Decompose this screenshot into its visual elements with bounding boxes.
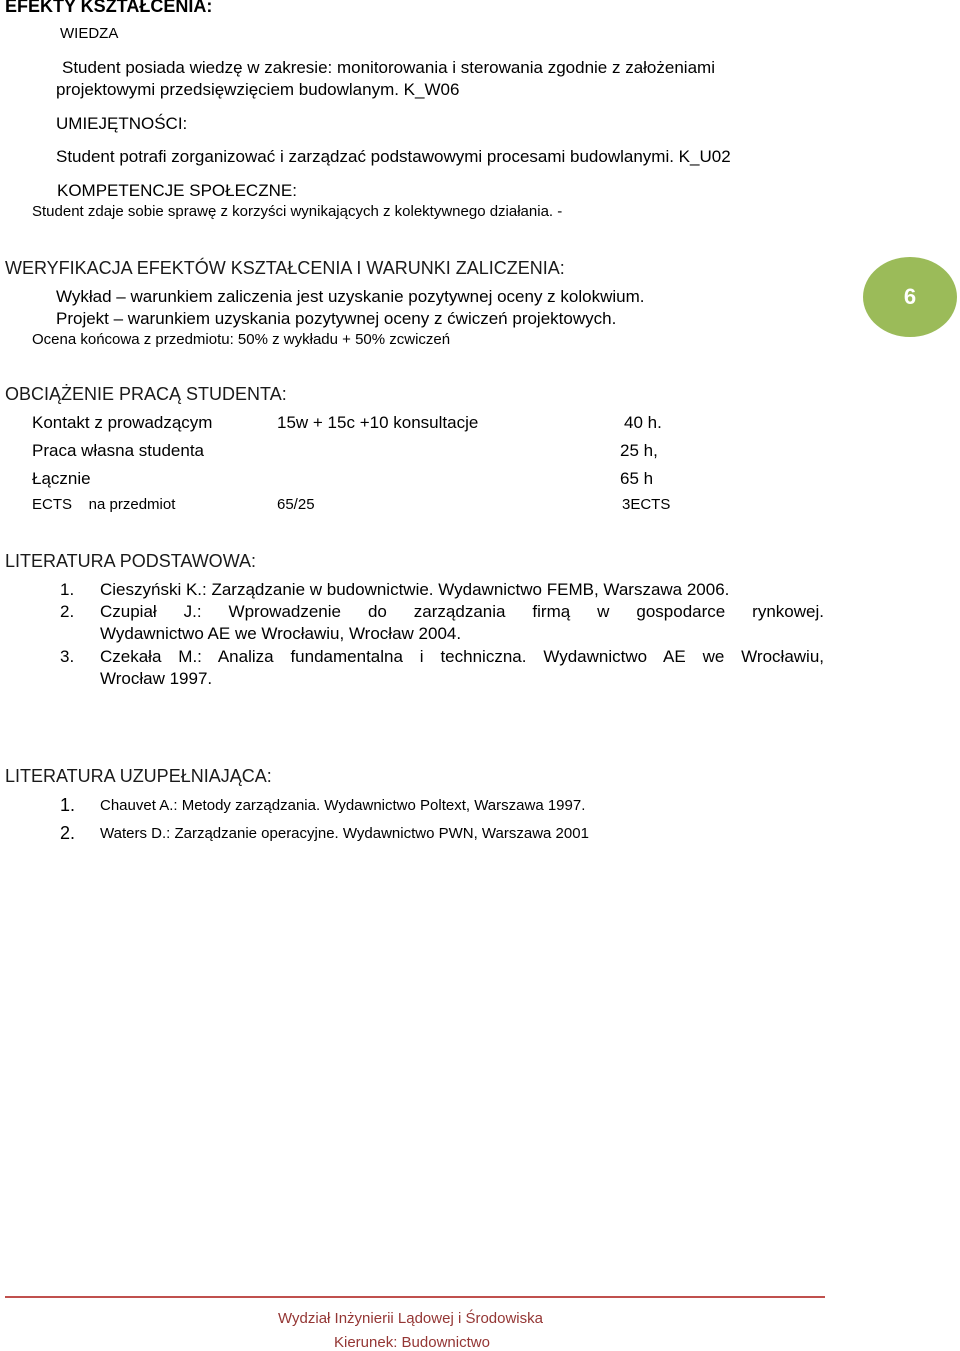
weryfikacja-projekt: Projekt – warunkiem uzyskania pozytywnej oceny z ćwiczeń projektowych. [56,309,617,328]
lit-podst-num-3: 3. [60,647,75,666]
section-title-literatura-podstawowa: LITERATURA PODSTAWOWA: [5,551,257,571]
wiedza-text-line2: projektowymi przedsięwzięciem budowlanym. K_W06 [56,80,460,99]
section-title-literatura-uzupelniajaca: LITERATURA UZUPEŁNIAJĄCA: [5,766,272,786]
wiedza-heading: WIEDZA [60,25,119,42]
section-title-obciazenie: OBCIĄŻENIE PRACĄ STUDENTA: [5,384,287,404]
lit-podst-item-3-line1: Czekała M.: Analiza fundamentalna i techniczna. Wydawnictwo AE we Wrocławiu, [100,647,824,666]
umiejetnosci-heading: UMIEJĘTNOŚCI: [56,114,188,133]
page-number-badge [863,257,957,337]
footer-faculty: Wydział Inżynierii Lądowej i Środowiska [278,1310,543,1327]
workload-detail-ects: 65/25 [277,496,315,513]
workload-value-lacznie: 65 h [620,469,654,488]
lit-uzup-item-1: Chauvet A.: Metody zarządzania. Wydawnictwo Poltext, Warszawa 1997. [100,797,586,814]
section-title-efekty: EFEKTY KSZTAŁCENIA: [5,0,213,16]
wiedza-text-line1: Student posiada wiedzę w zakresie: monitorowania i sterowania zgodnie z założeniami [62,58,715,77]
lit-podst-item-1: Cieszyński K.: Zarządzanie w budownictwie. Wydawnictwo FEMB, Warszawa 2006. [100,580,730,599]
lit-podst-item-2-line1: Czupiał J.: Wprowadzenie do zarządzania firmą w gospodarce rynkowej. [100,602,824,621]
footer-direction: Kierunek: Budownictwo [334,1334,490,1351]
workload-label-kontakt: Kontakt z prowadzącym [32,413,213,432]
workload-label-lacznie: Łącznie [32,469,91,488]
lit-uzup-num-1: 1. [60,795,76,815]
page-number: 6 [903,284,917,309]
workload-value-praca: 25 h, [620,441,658,460]
lit-podst-num-2: 2. [60,602,75,621]
workload-label-praca: Praca własna studenta [32,441,204,460]
lit-uzup-num-2: 2. [60,823,76,843]
kompetencje-heading: KOMPETENCJE SPOŁECZNE: [57,181,297,200]
workload-value-ects: 3ECTS [622,496,671,513]
ocena-koncowa: Ocena końcowa z przedmiotu: 50% z wykładu + 50% zcwiczeń [32,331,451,348]
kompetencje-text: Student zdaje sobie sprawę z korzyści wynikających z kolektywnego działania. - [32,203,563,220]
section-title-weryfikacja: WERYFIKACJA EFEKTÓW KSZTAŁCENIA I WARUNKI ZALICZENIA: [5,258,565,278]
lit-podst-num-1: 1. [60,580,75,599]
lit-podst-item-2-line2: Wydawnictwo AE we Wrocławiu, Wrocław 2004. [100,624,462,643]
workload-detail-kontakt: 15w + 15c +10 konsultacje [277,413,479,432]
lit-uzup-item-2: Waters D.: Zarządzanie operacyjne. Wydawnictwo PWN, Warszawa 2001 [100,825,589,842]
weryfikacja-wyklad: Wykład – warunkiem zaliczenia jest uzyskanie pozytywnej oceny z kolokwium. [56,287,645,306]
workload-label-ects: ECTS na przedmiot [32,496,176,513]
workload-value-kontakt: 40 h. [624,413,662,432]
umiejetnosci-text: Student potrafi zorganizować i zarządzać podstawowymi procesami budowlanymi. K_U02 [56,147,731,166]
lit-podst-item-3-line2: Wrocław 1997. [100,669,213,688]
footer-divider [5,1296,825,1298]
